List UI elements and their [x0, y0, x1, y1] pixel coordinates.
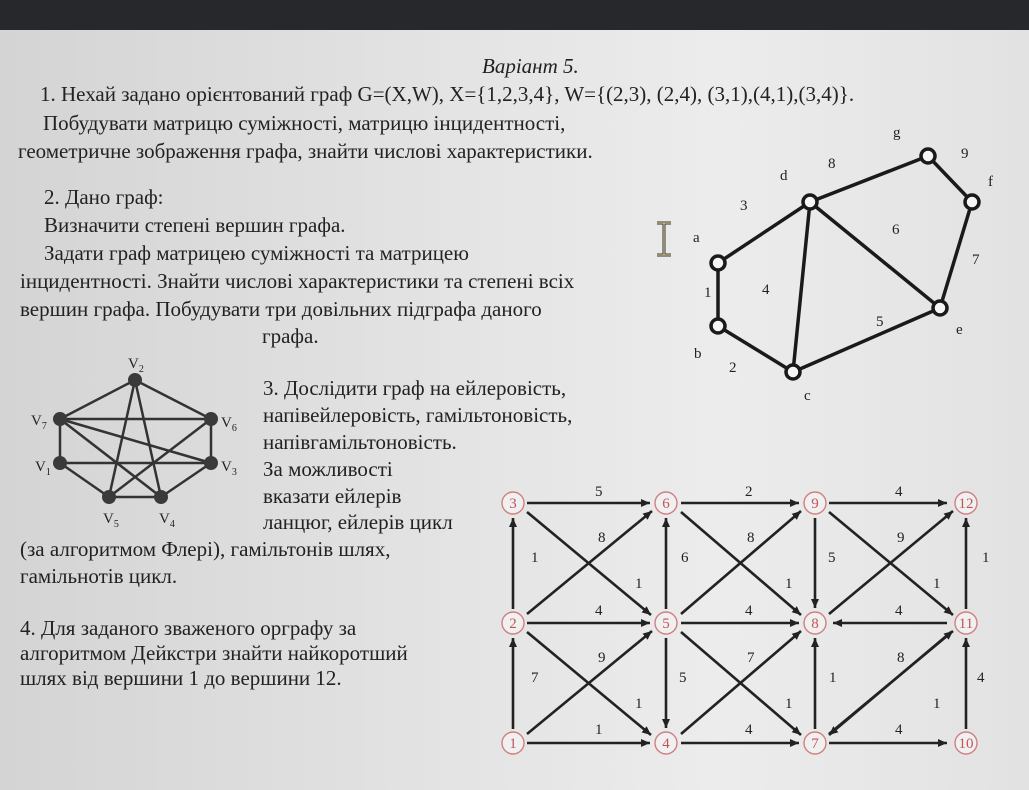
w-4-7: 4: [745, 722, 753, 738]
weight-d-e: 6: [892, 222, 900, 238]
node-label-5: 5: [662, 616, 670, 632]
w-7-10: 4: [895, 722, 903, 738]
label-v7: $V_7$: [31, 413, 47, 432]
node-label-7: 7: [811, 736, 819, 752]
weight-f-g: 9: [961, 146, 969, 162]
vertex-f: [965, 195, 979, 209]
edge-a-d: [718, 202, 810, 263]
node-label-3: 3: [509, 496, 517, 512]
w-9-8: 5: [828, 550, 836, 566]
task2-line2: Визначити степені вершин графа.: [44, 213, 346, 237]
task2-line5: вершин графа. Побудувати три довільних підграфа даного: [20, 297, 542, 321]
task3-line6: ланцюг, ейлерів цикл: [263, 510, 453, 534]
vertex-e: [933, 301, 947, 315]
vertex-v5: [102, 490, 116, 504]
w-4-5: 5: [679, 670, 687, 686]
vertex-a: [711, 256, 725, 270]
task4-line2: алгоритмом Дейкстри знайти найкоротший: [20, 641, 408, 665]
vertex-v7: [53, 412, 67, 426]
node-label-12: 12: [958, 496, 974, 512]
vertex-label-c: c: [804, 388, 811, 404]
vertex-label-d: d: [780, 168, 788, 184]
task1-line2: Побудувати матрицю суміжності, матрицю інцидентності,: [43, 111, 566, 135]
w-5-9: 1: [785, 576, 793, 592]
w-10-11: 4: [977, 670, 985, 686]
label-v4: $V_4$: [159, 511, 175, 530]
vertex-v1: [53, 456, 67, 470]
node-label-11: 11: [958, 616, 974, 632]
vertex-v2: [128, 373, 142, 387]
vertex-label-e: e: [956, 322, 963, 338]
w-8-12: 1: [933, 576, 941, 592]
edge-d-c: [793, 202, 810, 372]
weight-d-c: 4: [762, 282, 770, 298]
label-v2: $V_2$: [128, 356, 144, 375]
edge-f-g: [928, 156, 972, 202]
w-7-8: 1: [829, 670, 837, 686]
w-6-8: 8: [747, 530, 755, 546]
w-5-7: 7: [747, 650, 755, 666]
weight-a-d: 3: [740, 198, 748, 214]
label-v6: $V_6$: [221, 415, 237, 434]
weight-c-e: 5: [876, 314, 884, 330]
weight-b-c: 2: [729, 360, 737, 376]
edge-d-e: [810, 202, 940, 308]
node-label-10: 10: [958, 736, 974, 752]
task2-line3: Задати граф матрицею суміжності та матрицею: [44, 241, 469, 265]
task4-line1: 4. Для заданого зваженого орграфу за: [20, 616, 357, 640]
vertex-v4: [154, 490, 168, 504]
w-1-2: 7: [531, 670, 539, 686]
w-5-8: 4: [745, 603, 753, 619]
node-label-9: 9: [811, 496, 819, 512]
task2-line4: інцидентності. Знайти числові характеристики та степені всіх: [20, 269, 575, 293]
w-5-6: 6: [681, 550, 689, 566]
variant-title: Варіант 5.: [482, 54, 579, 78]
node-label-6: 6: [662, 496, 670, 512]
weight-e-f: 7: [972, 252, 980, 268]
vertex-label-f: f: [988, 174, 993, 190]
node-label-2: 2: [509, 616, 517, 632]
w-2-3: 1: [531, 550, 539, 566]
w-3-5: 8: [598, 530, 606, 546]
node-label-1: 1: [509, 736, 517, 752]
task3-line5: вказати ейлерів: [263, 484, 402, 508]
vertex-d: [803, 195, 817, 209]
w-1-4: 1: [595, 722, 603, 738]
task1-line3: геометричне зображення графа, знайти числові характеристики.: [18, 139, 593, 163]
dark-top-bar: [0, 0, 1029, 30]
w-4-8: 1: [785, 696, 793, 712]
vertex-v3: [204, 456, 218, 470]
label-v3: $V_3$: [221, 459, 237, 478]
vertex-label-g: g: [893, 125, 901, 141]
w-7-11: 1: [933, 696, 941, 712]
w-1-5: 1: [635, 696, 643, 712]
w-8-10: 8: [897, 650, 905, 666]
vertex-label-a: a: [693, 230, 700, 246]
task3-line2: напівейлеровість, гамільтоновість,: [263, 403, 573, 427]
task2-line1: 2. Дано граф:: [44, 185, 164, 209]
weight-d-g: 8: [828, 156, 836, 172]
edge-c-e: [793, 308, 940, 372]
w-3-6: 5: [595, 484, 603, 500]
task1-line1: 1. Нехай задано орієнтований граф G=(X,W), X={1,2,3,4}, W={(2,3), (2,4), (3,1),(4,1),(3,4)}.: [40, 82, 855, 106]
w-2-5: 4: [595, 603, 603, 619]
label-v5: $V_5$: [103, 511, 119, 530]
w-2-4: 9: [598, 650, 606, 666]
task4-line3: шлях від вершини 1 до вершини 12.: [20, 666, 342, 690]
task3-line4: За можливості: [263, 457, 393, 481]
text-cursor-icon: [653, 220, 675, 258]
task2-line6: графа.: [262, 324, 319, 348]
vertex-c: [786, 365, 800, 379]
edge-e-f: [940, 202, 972, 308]
vertex-v6: [204, 412, 218, 426]
task3-line7: (за алгоритмом Флері), гамільтонів шлях,: [20, 537, 391, 561]
weighted-digraph: [495, 480, 995, 760]
vertex-b: [711, 319, 725, 333]
heptagon-graph: [25, 355, 255, 530]
w-9-12: 4: [895, 484, 903, 500]
w-9-11: 9: [897, 530, 905, 546]
w-2-6: 1: [635, 576, 643, 592]
task3-line3: напівгамільтоновість.: [263, 430, 457, 454]
task3-line1: 3. Дослідити граф на ейлеровість,: [263, 376, 567, 400]
label-v1: $V_1$: [35, 459, 51, 478]
weight-a-b: 1: [704, 285, 712, 301]
node-label-8: 8: [811, 616, 819, 632]
vertex-label-b: b: [694, 346, 702, 362]
w-11-8: 4: [895, 603, 903, 619]
weighted-graph: [680, 120, 1025, 405]
task3-line8: гамільнотів цикл.: [20, 564, 178, 588]
w-6-9: 2: [745, 484, 753, 500]
vertex-g: [921, 149, 935, 163]
node-label-4: 4: [662, 736, 670, 752]
w-11-12: 1: [982, 550, 990, 566]
